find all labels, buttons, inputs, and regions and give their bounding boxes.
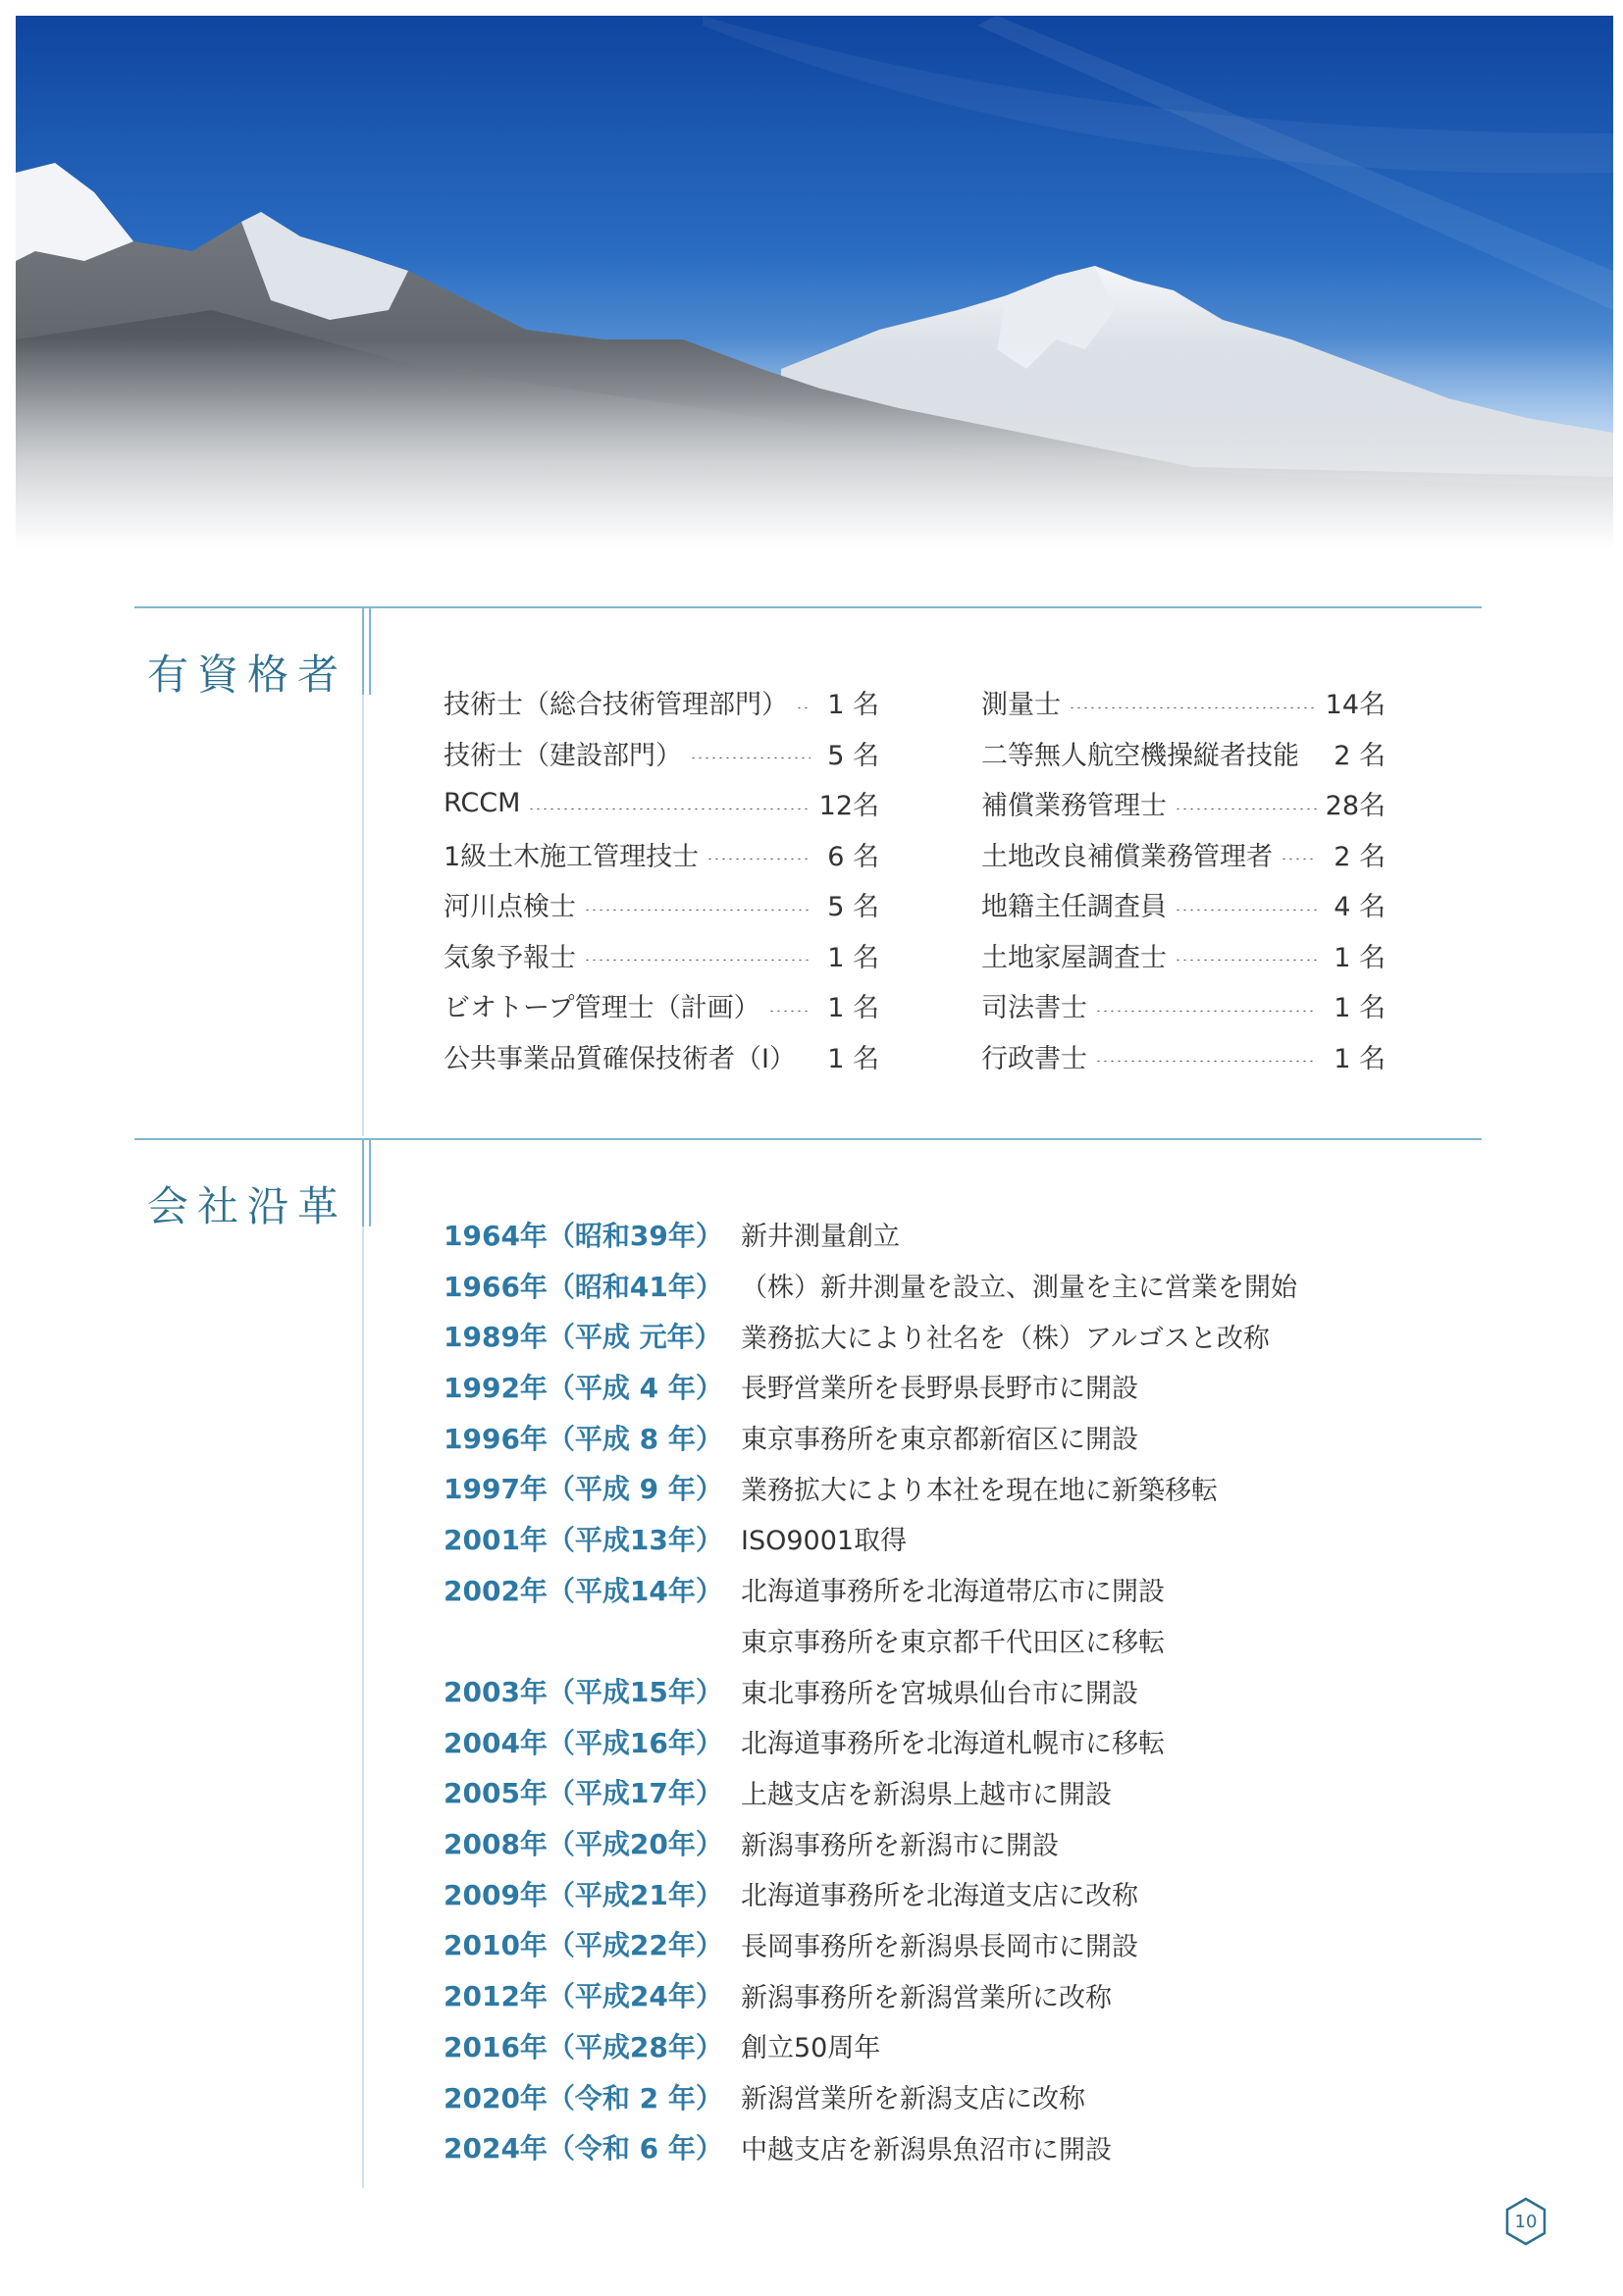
qualification-name: ビオトープ管理士（計画） bbox=[444, 993, 760, 1024]
history-event: 新潟営業所を新潟支店に改称 bbox=[741, 2084, 1085, 2115]
history-year: 2012年（平成24年） bbox=[444, 1980, 723, 2013]
qualification-count: 1 名 bbox=[1334, 993, 1386, 1024]
qualification-row bbox=[981, 778, 1386, 829]
qualification-row bbox=[444, 1031, 879, 1082]
qualification-count: 1 名 bbox=[827, 690, 879, 721]
leader-dots bbox=[1095, 1060, 1317, 1062]
history-event: 新潟事務所を新潟営業所に改称 bbox=[741, 1982, 1112, 2013]
section-rule-vertical bbox=[369, 606, 371, 695]
history-year: 2010年（平成22年） bbox=[444, 1929, 723, 1962]
qualification-name: 気象予報士 bbox=[444, 942, 576, 973]
history-year: 2020年（令和 2 年） bbox=[444, 2081, 723, 2114]
history-event: 東京事務所を東京都新宿区に開設 bbox=[741, 1425, 1138, 1456]
qualification-row bbox=[981, 1031, 1386, 1082]
history-row bbox=[444, 1615, 1297, 1666]
history-row bbox=[444, 1767, 1297, 1818]
qualification-count: 1 名 bbox=[1334, 1043, 1386, 1074]
qualification-name: 技術士（建設部門） bbox=[444, 740, 682, 771]
qualification-row bbox=[444, 778, 879, 829]
section-rule-top bbox=[134, 1138, 1482, 1140]
leader-dots bbox=[796, 706, 811, 708]
history-heading: 会社沿革 bbox=[147, 1182, 348, 1230]
section-rule-vertical-faint bbox=[362, 695, 364, 1136]
history-year: 1989年（平成 元年） bbox=[444, 1321, 722, 1354]
qualification-count: 5 名 bbox=[827, 740, 879, 771]
qualification-name: 河川点検士 bbox=[444, 892, 576, 923]
qualification-count: 14名 bbox=[1325, 690, 1386, 721]
qualification-count: 1 名 bbox=[827, 993, 879, 1024]
history-year: 2008年（平成20年） bbox=[444, 1828, 723, 1861]
history-row bbox=[444, 1412, 1297, 1463]
qualification-name: 技術士（総合技術管理部門） bbox=[444, 690, 788, 721]
qualification-row bbox=[444, 930, 879, 981]
history-event: ISO9001取得 bbox=[741, 1526, 908, 1557]
page-number-badge bbox=[1504, 2197, 1547, 2246]
history-year: 2004年（平成16年） bbox=[444, 1726, 723, 1759]
leader-dots bbox=[584, 909, 811, 911]
leader-dots bbox=[768, 1010, 811, 1012]
qualification-row bbox=[981, 829, 1386, 880]
history-event: 業務拡大により社名を（株）アルゴスと改称 bbox=[741, 1323, 1270, 1354]
qualification-count: 6 名 bbox=[827, 841, 879, 872]
qualification-row bbox=[444, 829, 879, 880]
history-event: 東京事務所を東京都千代田区に移転 bbox=[741, 1627, 1165, 1658]
qualification-row bbox=[444, 728, 879, 779]
history-year: 2024年（令和 6 年） bbox=[444, 2132, 723, 2166]
history-year: 2003年（平成15年） bbox=[444, 1676, 723, 1709]
qualification-name: 1級土木施工管理技士 bbox=[444, 841, 700, 872]
history-event: 北海道事務所を北海道札幌市に移転 bbox=[741, 1729, 1165, 1760]
history-event: 北海道事務所を北海道帯広市に開設 bbox=[741, 1577, 1165, 1608]
leader-dots bbox=[584, 959, 811, 961]
history-event: 新井測量創立 bbox=[741, 1222, 900, 1253]
history-event: 創立50周年 bbox=[741, 2033, 881, 2064]
qualification-name: 測量士 bbox=[981, 690, 1061, 721]
section-rule-vertical bbox=[362, 1138, 364, 1226]
history-row bbox=[444, 1665, 1297, 1716]
leader-dots bbox=[707, 858, 811, 860]
history-row bbox=[444, 1361, 1297, 1412]
history-row bbox=[444, 1564, 1297, 1615]
qualification-name: 司法書士 bbox=[981, 993, 1087, 1024]
qualification-row bbox=[981, 980, 1386, 1031]
qualification-count: 12名 bbox=[818, 791, 879, 822]
history-row bbox=[444, 1462, 1297, 1513]
history-row bbox=[444, 1969, 1297, 2020]
qualification-row bbox=[444, 879, 879, 930]
qualification-name: 土地家屋調査士 bbox=[981, 942, 1167, 973]
qualifications-heading: 有資格者 bbox=[147, 651, 348, 699]
section-rule-top bbox=[134, 606, 1482, 608]
history-row bbox=[444, 2071, 1297, 2122]
history-row bbox=[444, 1716, 1297, 1767]
qualification-name: 地籍主任調査員 bbox=[981, 892, 1167, 923]
hero-mountain-photo bbox=[16, 16, 1613, 550]
history-event: 東北事務所を宮城県仙台市に開設 bbox=[741, 1678, 1138, 1709]
history-year: 1996年（平成 8 年） bbox=[444, 1422, 723, 1455]
history-row bbox=[444, 1817, 1297, 1868]
history-row bbox=[444, 1513, 1297, 1564]
qualifications-right-column bbox=[981, 677, 1386, 1081]
history-year: 2001年（平成13年） bbox=[444, 1523, 723, 1556]
leader-dots bbox=[1175, 909, 1317, 911]
history-event: （株）新井測量を設立、測量を主に営業を開始 bbox=[741, 1273, 1297, 1304]
leader-dots bbox=[1175, 808, 1317, 809]
history-event: 上越支店を新潟県上越市に開設 bbox=[741, 1779, 1112, 1810]
history-row bbox=[444, 1868, 1297, 1919]
section-rule-vertical bbox=[369, 1138, 371, 1226]
qualification-count: 2 名 bbox=[1334, 740, 1386, 771]
qualification-count: 5 名 bbox=[827, 892, 879, 923]
history-event: 新潟事務所を新潟市に開設 bbox=[741, 1830, 1059, 1861]
history-row bbox=[444, 1919, 1297, 1970]
history-event: 長野営業所を長野県長野市に開設 bbox=[741, 1374, 1138, 1405]
qualification-name: 土地改良補償業務管理者 bbox=[981, 841, 1273, 872]
qualification-name: 公共事業品質確保技術者（I） bbox=[444, 1043, 796, 1074]
history-row bbox=[444, 1260, 1297, 1311]
qualification-count: 1 名 bbox=[827, 1043, 879, 1074]
history-event: 長岡事務所を新潟県長岡市に開設 bbox=[741, 1931, 1138, 1962]
history-event: 北海道事務所を北海道支店に改称 bbox=[741, 1881, 1138, 1912]
qualification-name: 補償業務管理士 bbox=[981, 791, 1167, 822]
qualification-name: 二等無人航空機操縦者技能 bbox=[981, 740, 1299, 771]
history-event: 中越支店を新潟県魚沼市に開設 bbox=[741, 2134, 1112, 2166]
history-row bbox=[444, 2121, 1297, 2172]
qualification-count: 1 名 bbox=[827, 942, 879, 973]
leader-dots bbox=[1281, 858, 1317, 860]
history-year: 2009年（平成21年） bbox=[444, 1878, 723, 1911]
snowy-mountain-icon bbox=[16, 16, 1613, 550]
qualification-row bbox=[444, 677, 879, 728]
qualification-name: 行政書士 bbox=[981, 1043, 1087, 1074]
history-row bbox=[444, 1310, 1297, 1361]
history-year: 1997年（平成 9 年） bbox=[444, 1473, 723, 1506]
history-list bbox=[444, 1209, 1297, 2172]
qualification-row bbox=[444, 980, 879, 1031]
qualification-count: 1 名 bbox=[1334, 942, 1386, 973]
leader-dots bbox=[1095, 1010, 1317, 1012]
history-row bbox=[444, 1209, 1297, 1260]
qualifications-left-column bbox=[444, 677, 879, 1081]
qualification-row bbox=[981, 930, 1386, 981]
page-number: 10 bbox=[1514, 2211, 1538, 2232]
leader-dots bbox=[528, 808, 811, 809]
history-year: 2002年（平成14年） bbox=[444, 1574, 723, 1607]
qualification-row bbox=[981, 677, 1386, 728]
leader-dots bbox=[690, 757, 811, 758]
leader-dots bbox=[1069, 706, 1317, 708]
history-year: 2005年（平成17年） bbox=[444, 1777, 723, 1810]
history-year: 1964年（昭和39年） bbox=[444, 1219, 723, 1252]
section-rule-vertical-faint bbox=[362, 1226, 364, 2188]
history-row bbox=[444, 2020, 1297, 2071]
section-rule-vertical bbox=[362, 606, 364, 695]
qualification-row bbox=[981, 879, 1386, 930]
qualification-name: RCCM bbox=[444, 788, 521, 819]
qualification-count: 28名 bbox=[1325, 791, 1386, 822]
qualification-row bbox=[981, 728, 1386, 779]
qualification-count: 4 名 bbox=[1334, 892, 1386, 923]
history-year: 1966年（昭和41年） bbox=[444, 1270, 723, 1303]
history-year: 2016年（平成28年） bbox=[444, 2030, 723, 2063]
history-event: 業務拡大により本社を現在地に新築移転 bbox=[741, 1475, 1218, 1506]
leader-dots bbox=[1175, 959, 1317, 961]
history-year: 1992年（平成 4 年） bbox=[444, 1371, 723, 1404]
qualification-count: 2 名 bbox=[1334, 841, 1386, 872]
